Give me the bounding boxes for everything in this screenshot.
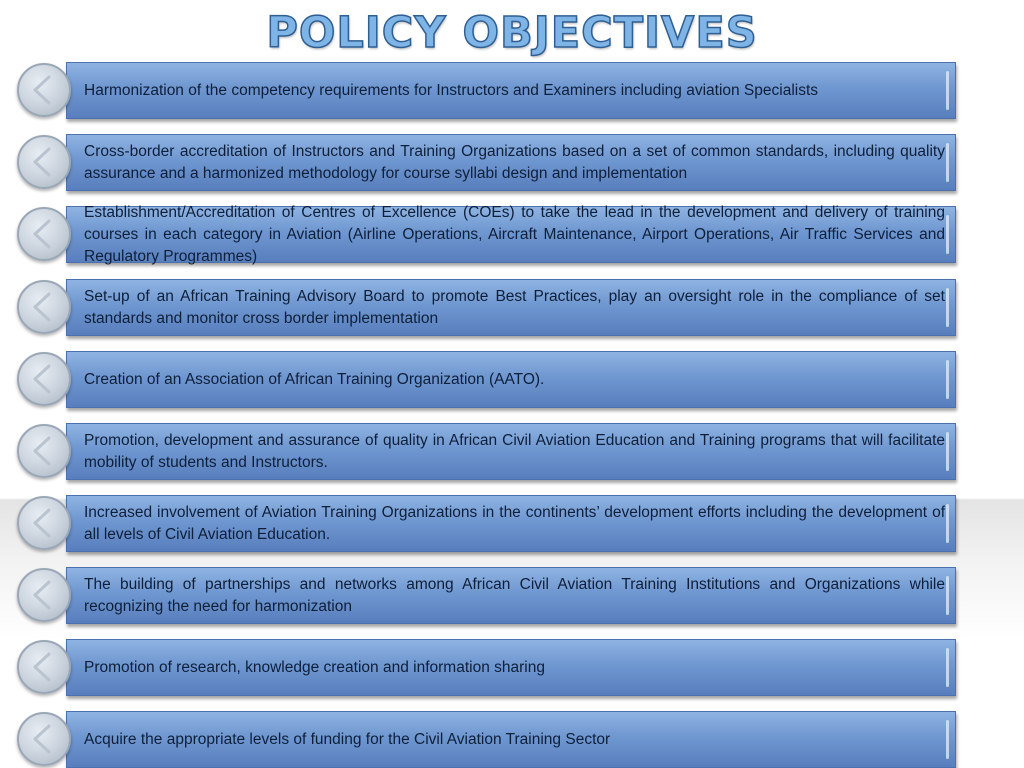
bullet-circle-icon [17,712,71,766]
bullet-circle-icon [17,496,71,550]
bullet-circle-icon [17,352,71,406]
objective-bar [66,351,956,408]
objective-text: Cross-border accreditation of Instructors and Training Organizations based on a set of common standards, including quality assurance and a harmonized methodology for course syllabi design and implementation [84,142,945,182]
bullet-circle-icon [17,207,71,261]
objective-text: Acquire the appropriate levels of funding for the Civil Aviation Training Sector [84,730,611,748]
objective-bar [66,711,956,768]
objective-bar [66,495,956,552]
objective-bar [66,279,956,336]
bullet-circle-icon [17,63,71,117]
bullet-circle-icon [17,568,71,622]
bullet-circle-icon [17,280,71,334]
bullet-circle-icon [17,424,71,478]
objective-bar [66,134,956,191]
objective-text: Promotion, development and assurance of quality in African Civil Aviation Education and Training programs that will facilitate mobility of students and Instructors. [84,431,945,471]
objective-bar [66,639,956,696]
objective-bar [66,423,956,480]
objective-text: Increased involvement of Aviation Training Organizations in the continents’ development efforts including the development of all levels of Civil Aviation Education. [84,503,945,543]
objective-bar [66,203,956,265]
bullet-circle-icon [17,640,71,694]
bullet-circle-icon [17,135,71,189]
objective-text: Creation of an Association of African Training Organization (AATO). [84,370,545,388]
page-title: POLICY OBJECTIVES [266,8,758,58]
objective-text: Harmonization of the competency requirements for Instructors and Examiners including aviation Specialists [84,81,819,99]
objective-text: Establishment/Accreditation of Centres of Excellence (COEs) to take the lead in the development and delivery of training courses in each category in Aviation (Airline Operations, Aircraft Maintenance, Airport Operations, Air Traffic Services and Regulatory Programmes) [84,203,945,265]
objective-text: Promotion of research, knowledge creation and information sharing [84,658,545,676]
objective-bar [66,567,956,624]
objective-bar [66,62,956,119]
objective-text: The building of partnerships and networks among African Civil Aviation Training Institutions and Organizations while recognizing the need for harmonization [84,575,945,615]
objective-text: Set-up of an African Training Advisory Board to promote Best Practices, play an oversight role in the compliance of set standards and monitor cross border implementation [84,287,945,327]
